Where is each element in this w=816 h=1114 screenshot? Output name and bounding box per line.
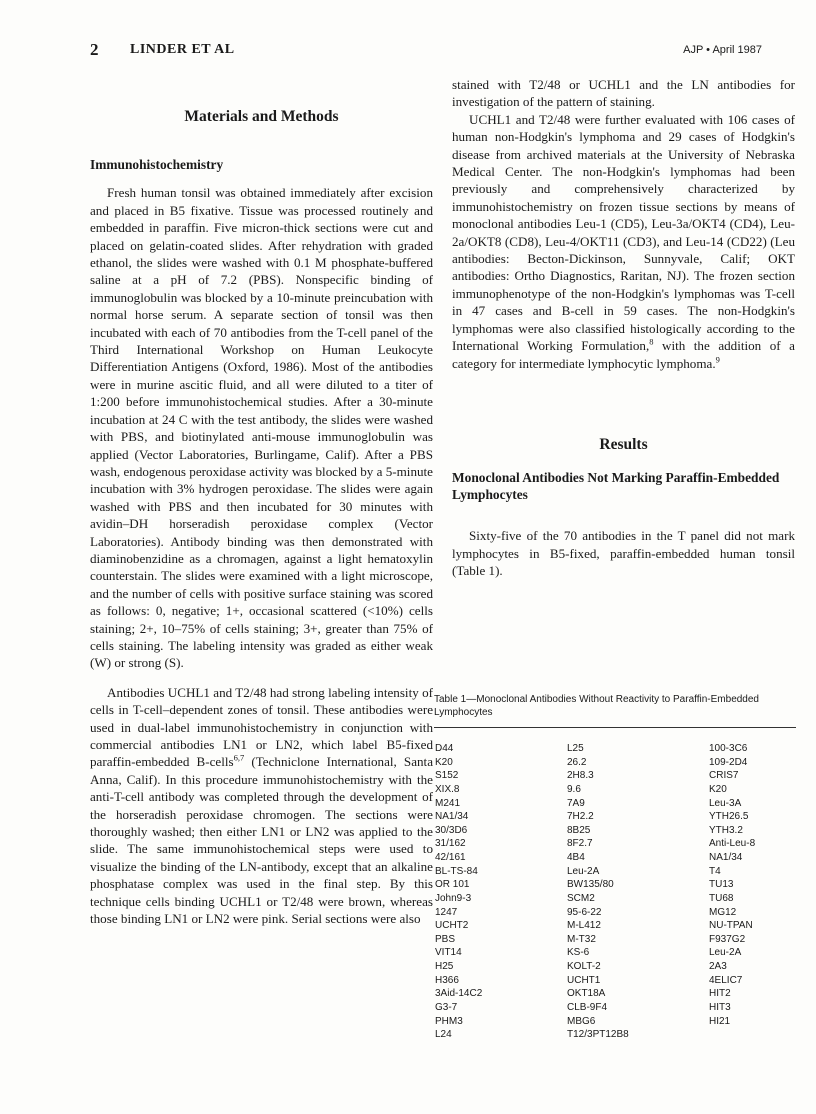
table-cell: OR 101 — [435, 879, 470, 891]
table-cell: 100-3C6 — [709, 743, 748, 754]
table-cell: BL-TS-84 — [435, 865, 478, 877]
table-cell: CRIS7 — [709, 770, 739, 782]
table-column-3 — [709, 742, 795, 1042]
table-cell: NA1/34 — [709, 852, 743, 863]
results-paragraph: Sixty-five of the 70 antibodies in the T panel did not mark lymphocytes in B5-fixed, paraffin-embedded human tonsil (Table 1). — [452, 528, 795, 579]
table-cell: MG12 — [709, 906, 737, 918]
table-cell: VIT14 — [435, 947, 462, 959]
table-cell: YTH26.5 — [709, 811, 749, 823]
table-cell: Leu-2A — [709, 947, 742, 959]
table-cell: 31/162 — [435, 838, 466, 850]
table-cell: 9.6 — [567, 783, 581, 795]
table-cell: SCM2 — [567, 892, 595, 904]
page-number: 2 — [90, 40, 99, 59]
table-cell: UCHT2 — [435, 920, 469, 932]
table-cell: 7A9 — [567, 797, 585, 809]
table-cell: 1247 — [435, 906, 458, 918]
table-cell: HI21 — [709, 1015, 731, 1027]
table-cell: MBG6 — [567, 1015, 596, 1027]
methods-paragraph-2-continuation: stained with T2/48 or UCHL1 and the LN antibodies for investigation of the pattern of staining. — [452, 77, 795, 110]
table-cell: S152 — [435, 770, 459, 782]
methods-paragraph-1: Fresh human tonsil was obtained immediately after excision and placed in B5 fixative. Tissue was processed routinely and embedded in paraffin. Five micron-thick sections were cut and placed on gelatin-coated slides. After rehydration with graded ethanol, the slides were washed with 0.1 M phosphate-buffered saline at a pH of 7.2 (PBS). Nonspecific binding of immunoglobulin was blocked by a 10-minute preincubation with normal horse serum. A separate section of tonsil was then incubated with each of 70 antibodies from the T-cell panel of the Third International Workshop on Human Leukocyte Differentiation Antigens (Oxford, 1986). Most of the antibodies were in murine ascitic fluid, and all were diluted to a titer of 1:200 before immunohistochemical studies. After a 30-minute incubation at 24 C with the test antibody, the slides were washed with PBS, and biotinylated anti-mouse immunoglobulin was applied (Vector Laboratories, Burlingame, Calif). After a PBS wash, endogenous peroxidase activity was blocked by a 5-minute incubation with 3% hydrogen peroxidase. The slides were again washed with PBS and then incubated for 30 minutes with avidin–DH horseradish peroxidase complex (Vector Laboratories). Antibody binding was then demonstrated with diaminobenzidine as a chromagen, against a light hematoxylin counterstain. The slides were examined with a light microscope, and the number of cells with positive surface staining was scored as follows: 0, negative; 1+, occasional scattered (<10%) cells staining; 2+, 10–75% of cells staining; 3+, greater than 75% of cells staining. The labeling intensity was graded as either weak (W) or strong (S). — [90, 185, 433, 671]
table-cell: YTH3.2 — [709, 824, 743, 836]
table-cell: CLB-9F4 — [567, 1001, 608, 1013]
table-cell: 8B25 — [567, 824, 591, 836]
table-cell: 30/3D6 — [435, 824, 468, 836]
methods-paragraph-2 — [90, 684, 433, 928]
section-title-results: Results — [599, 435, 648, 453]
table-caption: Table 1—Monoclonal Antibodies Without Reactivity to Paraffin-Embedded Lymphocytes — [434, 694, 759, 718]
table-cell: G3-7 — [435, 1001, 458, 1013]
table-cell: KOLT-2 — [567, 961, 601, 972]
table-cell: 4B4 — [567, 852, 585, 863]
section-title-methods: Materials and Methods — [184, 108, 339, 125]
table-cell: 26.2 — [567, 756, 587, 768]
table-cell: 2H8.3 — [567, 770, 594, 782]
table-cell: L24 — [435, 1029, 452, 1041]
subsection-title-results: Monoclonal Antibodies Not Marking Paraffin-Embedded Lymphocytes — [452, 470, 780, 503]
table-cell: D44 — [435, 743, 454, 754]
table-cell: H366 — [435, 974, 459, 986]
table-cell: 8F2.7 — [567, 838, 593, 850]
table-cell: 109-2D4 — [709, 756, 748, 768]
table-1 — [434, 693, 796, 1042]
reference-mark: 6,7 — [233, 753, 245, 764]
table-cell: NU-TPAN — [709, 920, 753, 932]
table-cell: M241 — [435, 797, 461, 809]
table-cell: 4ELIC7 — [709, 974, 743, 986]
right-column — [452, 77, 795, 580]
methods-paragraph-3-text-a: UCHL1 and T2/48 were further evaluated with 106 cases of human non-Hodgkin's lymphoma and 29 cases of Hodgkin's disease from archived materials at the University of Nebraska Medical Center. The non-Hodgkin's lymphomas had been previously and comprehensively characterized by immunohistochemistry on frozen tissue sections by means of monoclonal antibodies Leu-1 (CD5), Leu-3a/OKT4 (CD4), Leu-2a/OKT8 (CD8), Leu-4/OKT11 (CD3), and Leu-14 (CD22) (Leu antibodies: Becton-Dickinson, Sunnyvale, Calif; OKT antibodies: Ortho Diagnostics, Raritan, NJ). The frozen section immunophenotype of the non-Hodgkin's lymphomas was T-cell in 47 cases and B-cell in 59 cases. The non-Hodgkin's lymphomas were also classified histologically according to the International Working Formulation, — [452, 111, 795, 354]
methods-paragraph-2-text-b: (Techniclone International, Santa Anna, Calif). In this procedure immunohistochemistry with the anti-T-cell antibody was completed through the development of the horseradish peroxidase chromogen. The sections were thoroughly washed; then either LN1 or LN2 was applied to the slide. The same immunohistochemical steps were used to visualize the binding of the LN-antibody, except that an alkaline phosphatase complex was used in the final step. By this technique cells binding UCHL1 or T2/48 were brown, whereas those binding LN1 or LN2 were pink. Serial sections were also — [90, 754, 434, 927]
table-cell: H25 — [435, 961, 454, 972]
table-cell: T4 — [709, 865, 721, 877]
table-cell: PBS — [435, 933, 456, 945]
running-header-authors: LINDER ET AL — [130, 42, 235, 57]
methods-paragraph-2-text-a: Antibodies UCHL1 and T2/48 had strong labeling intensity of cells in T-cell–dependent zones of tonsil. These antibodies were used in dual-label immunohistochemistry in conjunction with commercial antibodies LN1 or LN2, which label B5-fixed paraffin-embedded B-cells — [90, 684, 433, 770]
table-cell: T12/3PT12B8 — [567, 1029, 629, 1041]
table-cell: TU13 — [709, 879, 734, 891]
table-cell: L25 — [567, 743, 584, 754]
table-cell: HIT3 — [709, 1001, 731, 1013]
table-cell: HIT2 — [709, 988, 731, 1000]
reference-mark: 8 — [649, 336, 654, 347]
table-cell: K20 — [709, 783, 727, 795]
table-cell: Leu-3A — [709, 797, 742, 809]
table-cell: F937G2 — [709, 933, 746, 945]
table-cell: NA1/34 — [435, 811, 469, 823]
table-column-1 — [434, 742, 567, 1042]
left-column — [90, 102, 433, 927]
table-cell: John9-3 — [435, 892, 472, 904]
table-cell: PHM3 — [435, 1015, 463, 1027]
table-cell: XIX.8 — [435, 783, 460, 795]
reference-mark: 9 — [715, 354, 720, 365]
table-cell: KS-6 — [567, 947, 590, 959]
table-cell: OKT18A — [567, 988, 606, 1000]
table-cell: Anti-Leu-8 — [709, 838, 756, 850]
table-column-2 — [567, 742, 709, 1042]
table-cell: UCHT1 — [567, 974, 601, 986]
table-cell: BW135/80 — [567, 879, 614, 891]
table-cell: K20 — [435, 756, 453, 768]
table-cell: Leu-2A — [567, 865, 600, 877]
table-cell: M-L412 — [567, 920, 601, 932]
table-cell: 42/161 — [435, 852, 466, 863]
running-header-journal: AJP • April 1987 — [683, 44, 762, 56]
table-cell: TU68 — [709, 892, 734, 904]
table-cell: 3Aid-14C2 — [435, 988, 483, 1000]
methods-paragraph-3 — [452, 111, 795, 372]
table-cell: M-T32 — [567, 933, 596, 945]
subsection-title-immunohistochemistry: Immunohistochemistry — [90, 157, 224, 173]
methods-paragraph-3-text-b: with the addition of a category for intermediate lymphocytic lymphoma. — [452, 338, 795, 371]
table-cell: 2A3 — [709, 961, 727, 972]
table-cell: 7H2.2 — [567, 811, 594, 823]
table-cell: 95-6-22 — [567, 906, 602, 918]
table-body — [434, 728, 796, 1042]
